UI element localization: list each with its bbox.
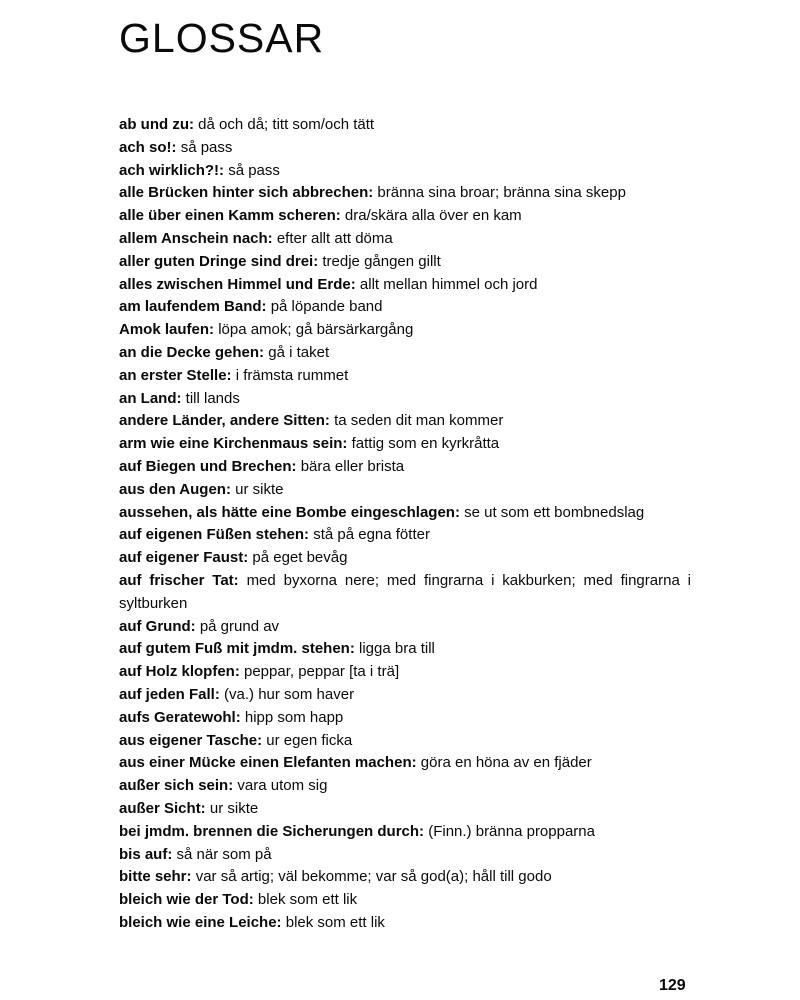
glossary-term: aus den Augen: <box>119 480 231 498</box>
glossary-entry <box>119 456 691 479</box>
glossary-entry <box>119 114 691 137</box>
glossary-term: andere Länder, andere Sitten: <box>119 412 330 430</box>
glossary-term: ab und zu: <box>119 116 194 133</box>
glossary-entry <box>119 775 691 798</box>
glossary-definition: på grund av <box>199 617 280 635</box>
glossary-entry <box>119 319 691 342</box>
glossary-term: allem Anschein nach: <box>119 229 273 247</box>
glossary-entry <box>119 570 691 616</box>
glossary-term: auf eigener Faust: <box>119 549 249 567</box>
glossary-entry <box>119 866 691 889</box>
glossary-entry <box>119 479 691 502</box>
glossary-entry <box>119 137 691 160</box>
glossary-definition: fattig som en kyrkråtta <box>351 435 500 453</box>
glossary-definition: var så artig; väl bekomme; var så god(a); håll till godo <box>195 868 552 886</box>
glossary-entry <box>119 912 691 935</box>
glossary-definition: stå på egna fötter <box>313 526 430 544</box>
glossary-term: aussehen, als hätte eine Bombe eingeschlagen: <box>119 503 460 521</box>
glossary-term: auf gutem Fuß mit jmdm. stehen: <box>119 640 355 658</box>
page-number: 129 <box>659 977 686 994</box>
glossary-term: auf frischer Tat: <box>119 571 239 589</box>
glossary-definition: bära eller brista <box>300 457 405 475</box>
glossary-definition: (va.) hur som haver <box>224 685 355 703</box>
glossary-definition: ur egen ficka <box>266 731 353 749</box>
glossary-entry <box>119 228 691 251</box>
glossary-term: auf Biegen und Brechen: <box>119 457 297 475</box>
glossary-term: an Land: <box>119 389 182 407</box>
glossary-entry <box>119 798 691 821</box>
glossary-entry <box>119 684 691 707</box>
glossary-entry <box>119 388 691 411</box>
glossary-term: auf Holz klopfen: <box>119 663 240 681</box>
glossary-term: aus eigener Tasche: <box>119 731 263 749</box>
glossary-term: alle Brücken hinter sich abbrechen: <box>119 184 374 202</box>
glossary-definition: vara utom sig <box>237 777 328 795</box>
glossary-definition: då och då; titt som/och tätt <box>198 116 375 133</box>
glossary-term: an erster Stelle: <box>119 366 232 384</box>
glossary-term: am laufendem Band: <box>119 298 267 316</box>
glossary-term: aus einer Mücke einen Elefanten machen: <box>119 754 417 772</box>
glossary-definition: göra en höna av en fjäder <box>420 754 592 772</box>
glossary-entry <box>119 502 691 525</box>
glossary-entry <box>119 433 691 456</box>
glossary-term: ach so!: <box>119 138 177 156</box>
glossary-definition: efter allt att döma <box>276 229 393 247</box>
glossary-definition: se ut som ett bombnedslag <box>464 503 645 521</box>
glossary-entry <box>119 251 691 274</box>
glossary-term: arm wie eine Kirchenmaus sein: <box>119 435 348 453</box>
glossary-definition: bränna sina broar; bränna sina skepp <box>377 184 626 202</box>
glossary-definition: ur sikte <box>235 480 284 498</box>
glossary-term: alles zwischen Himmel und Erde: <box>119 275 356 293</box>
glossary-definition: blek som ett lik <box>285 913 385 931</box>
glossary-entry <box>119 661 691 684</box>
glossary-term: außer Sicht: <box>119 799 206 817</box>
glossary-definition: allt mellan himmel och jord <box>359 275 538 293</box>
glossary-definition: (Finn.) bränna propparna <box>428 822 595 840</box>
glossary-entry <box>119 524 691 547</box>
glossary-term: bei jmdm. brennen die Sicherungen durch: <box>119 822 425 840</box>
glossary-entry <box>119 730 691 753</box>
glossary-term: aufs Geratewohl: <box>119 708 241 726</box>
glossary-term: bis auf: <box>119 845 173 863</box>
glossary-entry <box>119 821 691 844</box>
glossary-entry <box>119 296 691 319</box>
glossary-definition: löpa amok; gå bärsärkargång <box>218 321 414 339</box>
glossary-definition: tredje gången gillt <box>322 252 441 270</box>
glossary-definition: hipp som happ <box>244 708 344 726</box>
glossary-entry <box>119 342 691 365</box>
glossary-entry <box>119 274 691 297</box>
glossary-definition: med byxorna nere; med fingrarna i kakburken; med fingrarna i syltburken <box>119 571 692 612</box>
glossary-definition: så när som på <box>176 845 272 863</box>
glossary-term: bleich wie eine Leiche: <box>119 913 282 931</box>
glossary-term: aller guten Dringe sind drei: <box>119 252 319 270</box>
glossary-definition: peppar, peppar [ta i trä] <box>244 663 400 681</box>
glossary-term: außer sich sein: <box>119 777 234 795</box>
glossary-term: ach wirklich?!: <box>119 161 225 179</box>
glossary-term: Amok laufen: <box>119 321 215 339</box>
glossary-definition: ta seden dit man kommer <box>334 412 504 430</box>
glossary-definition: så pass <box>228 161 280 179</box>
glossary-term: auf Grund: <box>119 617 196 635</box>
glossary-definition: dra/skära alla över en kam <box>344 207 522 225</box>
glossary-entry <box>119 547 691 570</box>
glossary-definition: så pass <box>180 138 233 156</box>
glossary-definition: blek som ett lik <box>257 891 358 909</box>
glossary-definition: i främsta rummet <box>235 366 349 384</box>
glossary-entry <box>119 182 691 205</box>
glossary-entry <box>119 707 691 730</box>
glossary-entry <box>119 638 691 661</box>
glossary-entry <box>119 889 691 912</box>
glossary-term: auf jeden Fall: <box>119 685 220 703</box>
glossary-term: bleich wie der Tod: <box>119 891 254 909</box>
glossary-entry <box>119 205 691 228</box>
glossary-definition: på löpande band <box>270 298 383 316</box>
glossary-entry <box>119 616 691 639</box>
glossary-definition: ur sikte <box>209 799 259 817</box>
glossary-entry <box>119 410 691 433</box>
glossary-entry <box>119 365 691 388</box>
glossary-term: alle über einen Kamm scheren: <box>119 207 341 225</box>
glossary-entry <box>119 752 691 775</box>
glossary-term: bitte sehr: <box>119 868 192 886</box>
page-title: GLOSSAR <box>119 15 325 61</box>
glossary-term: auf eigenen Füßen stehen: <box>119 526 310 544</box>
glossary-list <box>119 114 691 935</box>
glossary-definition: till lands <box>185 389 240 407</box>
glossary-entry <box>119 160 691 183</box>
glossary-entry <box>119 844 691 867</box>
glossary-definition: ligga bra till <box>359 640 435 658</box>
glossary-definition: gå i taket <box>268 343 330 361</box>
glossary-definition: på eget bevåg <box>252 549 348 567</box>
glossary-term: an die Decke gehen: <box>119 343 265 361</box>
